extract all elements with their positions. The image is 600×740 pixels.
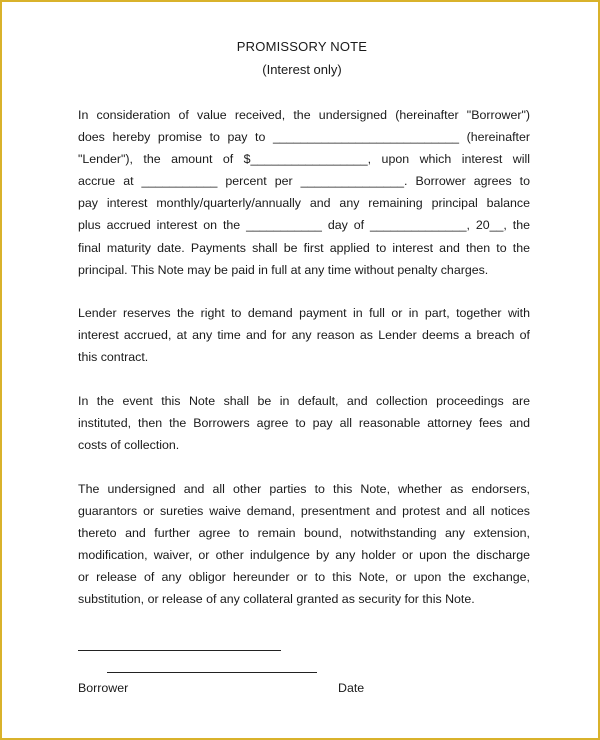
text-line: does hereby promise to pay to ___________________________ (hereinafter [78, 130, 530, 145]
text-line: or release of any obligor hereunder or to this Note, or upon the exchange, [78, 570, 530, 585]
text-line: The undersigned and all other parties to this Note, whether as endorsers, [78, 482, 530, 496]
document-subtitle: (Interest only) [262, 62, 342, 77]
text-line: guarantors or sureties waive demand, presentment and protest and all notices [78, 504, 530, 519]
text-line: accrue at ___________ percent per _______________. Borrower agrees to [78, 174, 530, 189]
paragraph-waiver [78, 478, 530, 611]
date-label: Date [338, 681, 365, 695]
document-title: PROMISSORY NOTE [236, 39, 368, 54]
paragraph-payment-terms [78, 104, 530, 281]
text-line: pay interest monthly/quarterly/annually and any remaining principal balance [78, 196, 530, 211]
text-line: instituted, then the Borrowers agree to pay all reasonable attorney fees and [78, 416, 530, 431]
paragraph-demand-payment [78, 302, 530, 368]
text-line: modification, waiver, or other indulgence by any holder or upon the discharge [78, 548, 530, 563]
text-line: this contract. [78, 350, 149, 365]
borrower-label: Borrower [78, 681, 129, 695]
text-line: final maturity date. Payments shall be first applied to interest and then to the [78, 240, 530, 255]
borrower-signature-line [78, 650, 281, 651]
text-line: interest accrued, at any time and for any reason as Lender deems a breach of [78, 328, 530, 343]
paragraph-default [78, 390, 530, 456]
text-line: In consideration of value received, the undersigned (hereinafter "Borrower") [78, 108, 530, 122]
text-line: thereto and further agree to remain bound, notwithstanding any extension, [78, 526, 530, 541]
date-signature-line [107, 672, 317, 673]
text-line: In the event this Note shall be in default, and collection proceedings are [78, 394, 530, 408]
text-line: plus accrued interest on the ___________ day of ______________, 20__, the [78, 218, 530, 233]
text-line: costs of collection. [78, 438, 180, 453]
text-line: Lender reserves the right to demand payment in full or in part, together with [78, 306, 530, 320]
text-line: principal. This Note may be paid in full at any time without penalty charges. [78, 262, 489, 277]
text-line: substitution, or release of any collateral granted as security for this Note. [78, 592, 475, 607]
text-line: "Lender"), the amount of $_________________, upon which interest will [78, 152, 530, 167]
